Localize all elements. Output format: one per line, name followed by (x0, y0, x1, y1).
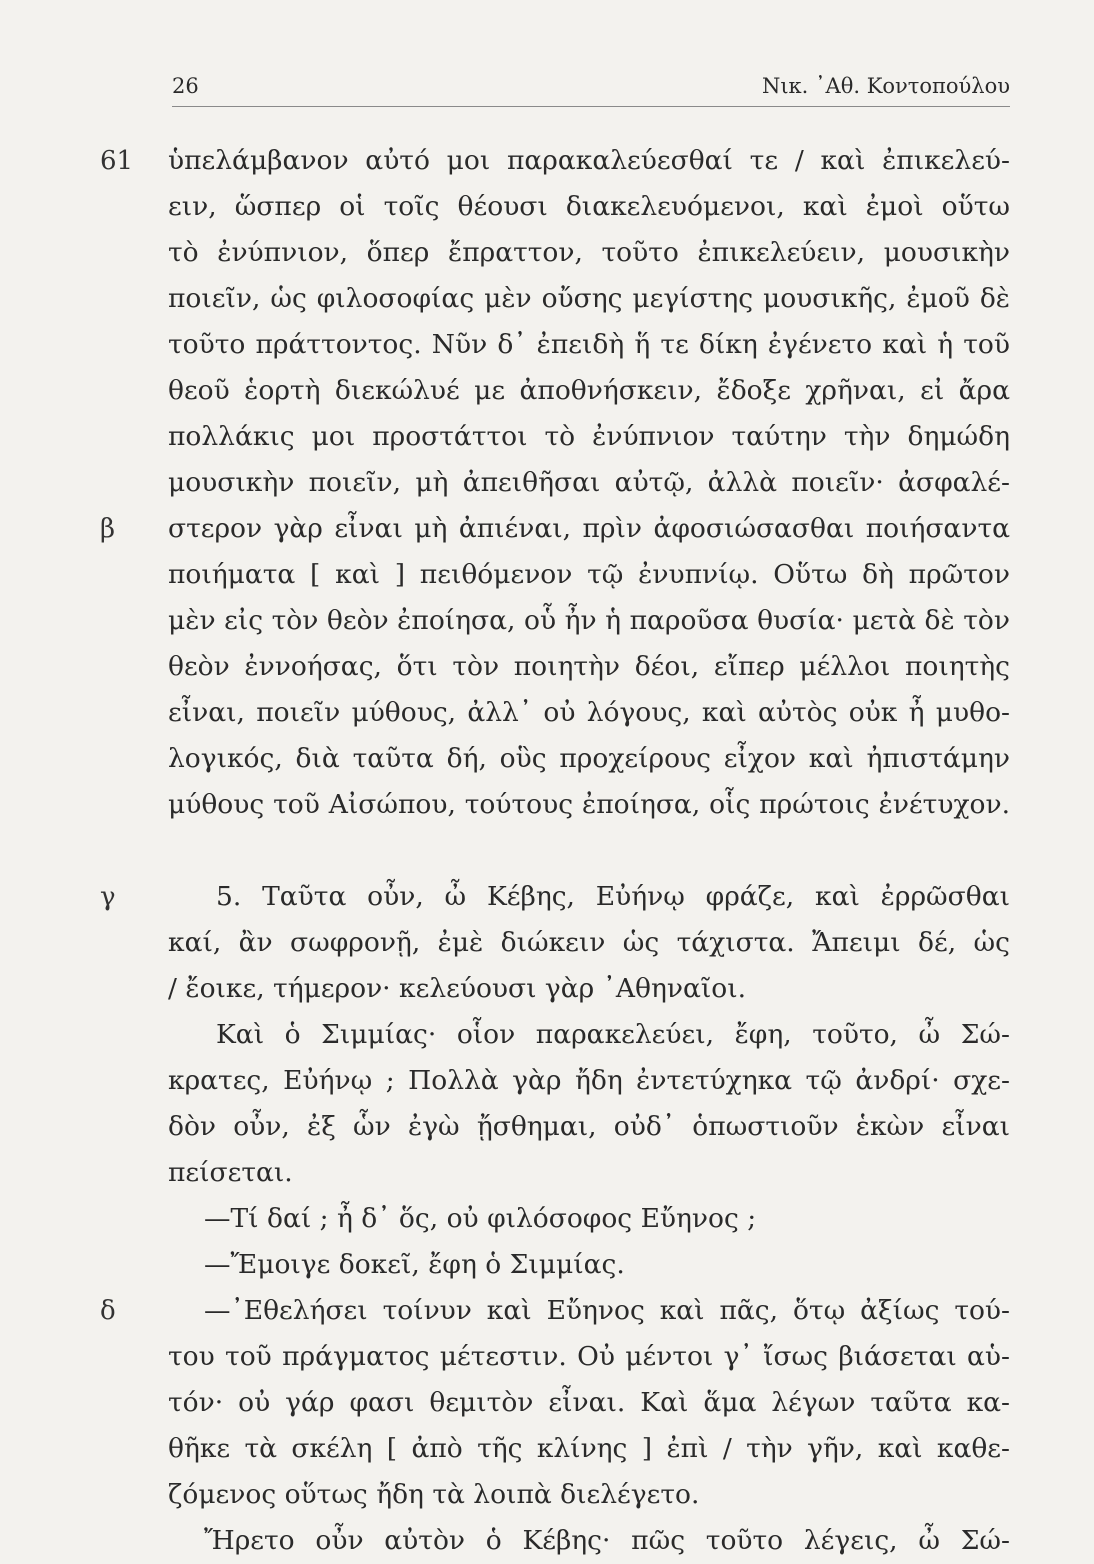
text-line: θεὸν ἐννοήσας, ὅτι τὸν ποιητὴν δέοι, εἴπερ μέλλοι ποιητὴς (168, 651, 1010, 682)
text-line: ειν, ὥσπερ οἱ τοῖς θέουσι διακελευόμενοι, καὶ ἐμοὶ οὕτω (168, 191, 1010, 222)
text-line: μουσικὴν ποιεῖν, μὴ ἀπειθῆσαι αὐτῷ, ἀλλὰ ποιεῖν· ἀσφαλέ- (168, 467, 1010, 498)
text-line: μὲν εἰς τὸν θεὸν ἐποίησα, οὗ ἦν ἡ παροῦσα θυσία· μετὰ δὲ τὸν (168, 605, 1010, 636)
text-line: πολλάκις μοι προστάττοι τὸ ἐνύπνιον ταύτην τὴν δημώδη (168, 421, 1010, 452)
margin-mark-delta: δ (100, 1296, 116, 1326)
margin-mark-beta: β (100, 514, 116, 544)
text-line: —Ἔμοιγε δοκεῖ, ἔφη ὁ Σιμμίας. (204, 1249, 625, 1280)
page-header (172, 74, 1010, 104)
text-line: Ἤρετο οὖν αὐτὸν ὁ Κέβης· πῶς τοῦτο λέγεις, ὦ Σώ- (204, 1525, 1010, 1556)
text-line: τοῦτο πράττοντος. Νῦν δ᾽ ἐπειδὴ ἥ τε δίκη ἐγένετο καὶ ἡ τοῦ (168, 329, 1010, 360)
margin-mark-61: 61 (100, 146, 134, 176)
text-line: πείσεται. (168, 1157, 293, 1188)
text-line: θῆκε τὰ σκέλη [ ἀπὸ τῆς κλίνης ] ἐπὶ / τὴν γῆν, καὶ καθε- (168, 1433, 1010, 1464)
text-line: ὑπελάμβανον αὐτό μοι παρακαλεύεσθαί τε / καὶ ἐπικελεύ- (168, 145, 1010, 176)
text-line: ποιεῖν, ὡς φιλοσοφίας μὲν οὔσης μεγίστης μουσικῆς, ἐμοῦ δὲ (168, 283, 1010, 314)
header-rule (172, 106, 1010, 107)
text-line: 5. Ταῦτα οὖν, ὦ Κέβης, Εὐήνῳ φράζε, καὶ ἐρρῶσθαι (216, 881, 1010, 912)
text-line: δὸν οὖν, ἐξ ὧν ἐγὼ ᾔσθημαι, οὐδ᾽ ὁπωστιοῦν ἑκὼν εἶναι (168, 1111, 1010, 1142)
text-line: λογικός, διὰ ταῦτα δή, οὓς προχείρους εἶχον καὶ ἠπιστάμην (168, 743, 1010, 774)
text-line: τόν· οὐ γάρ φασι θεμιτὸν εἶναι. Καὶ ἅμα λέγων ταῦτα κα- (168, 1387, 1010, 1418)
text-line: εἶναι, ποιεῖν μύθους, ἀλλ᾽ οὐ λόγους, καὶ αὐτὸς οὐκ ἦ μυθο- (168, 697, 1010, 728)
text-line: καί, ἂν σωφρονῇ, ἐμὲ διώκειν ὡς τάχιστα. Ἄπειμι δέ, ὡς (168, 927, 1010, 958)
text-line: κρατες, Εὐήνῳ ; Πολλὰ γὰρ ἤδη ἐντετύχηκα τῷ ἀνδρί· σχε- (168, 1065, 1010, 1096)
text-line: θεοῦ ἑορτὴ διεκώλυέ με ἀποθνήσκειν, ἔδοξε χρῆναι, εἰ ἄρα (168, 375, 1010, 406)
text-line: μύθους τοῦ Αἰσώπου, τούτους ἐποίησα, οἷς πρώτοις ἐνέτυχον. (168, 789, 1010, 820)
margin-mark-gamma: γ (100, 882, 116, 912)
text-line: Καὶ ὁ Σιμμίας· οἷον παρακελεύει, ἔφη, τοῦτο, ὦ Σώ- (216, 1019, 1010, 1050)
text-line: / ἔοικε, τήμερον· κελεύουσι γὰρ ᾽Αθηναῖοι. (168, 973, 747, 1004)
page-number: 26 (172, 74, 199, 98)
text-line: τὸ ἐνύπνιον, ὅπερ ἔπραττον, τοῦτο ἐπικελεύειν, μουσικὴν (168, 237, 1010, 268)
text-line: ποιήματα [ καὶ ] πειθόμενον τῷ ἐνυπνίῳ. Οὕτω δὴ πρῶτον (168, 559, 1010, 590)
running-head: Νικ. ᾽Αθ. Κοντοπούλου (761, 74, 1010, 98)
text-line: του τοῦ πράγματος μέτεστιν. Οὐ μέντοι γ᾽ ἴσως βιάσεται αὑ- (168, 1341, 1010, 1372)
text-line: —Τί δαί ; ἦ δ᾽ ὅς, οὐ φιλόσοφος Εὔηνος ; (204, 1203, 757, 1234)
text-line: στερον γὰρ εἶναι μὴ ἀπιέναι, πρὶν ἀφοσιώσασθαι ποιήσαντα (168, 513, 1010, 544)
text-line: —᾽Εθελήσει τοίνυν καὶ Εὔηνος καὶ πᾶς, ὅτῳ ἀξίως τού- (204, 1295, 1010, 1326)
text-line: ζόμενος οὕτως ἤδη τὰ λοιπὰ διελέγετο. (168, 1479, 700, 1510)
